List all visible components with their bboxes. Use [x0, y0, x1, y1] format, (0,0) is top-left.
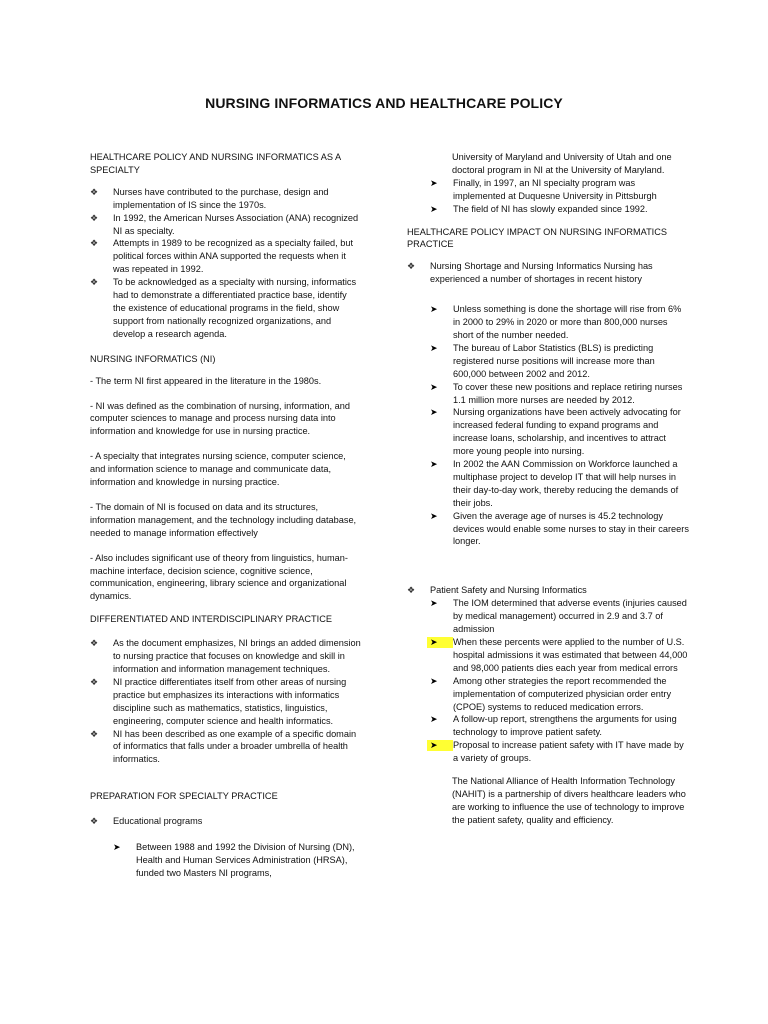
arrow-bullet-icon: ➤	[430, 459, 438, 470]
list-item	[90, 186, 362, 212]
list-item-text: Finally, in 1997, an NI specialty program was implemented at Duquesne University in Pittsburgh	[453, 177, 657, 201]
list-item-text: To be acknowledged as a specialty with nursing, informatics had to demonstrate a differentiated practice base, identify the existence of educational programs in the field, show support from nationally recognized organizations, and develop a research agenda.	[113, 277, 357, 339]
closing-paragraph: The National Alliance of Health Information Technology (NAHIT) is a partnership of divers healthcare leaders who are working to influence the use of technology to improve the patient safety, quality and efficiency.	[452, 776, 686, 825]
list-item	[90, 637, 362, 676]
list-item	[430, 381, 689, 407]
list-item-text: Unless something is done the shortage will rise from 6% in 2000 to 29% in 2020 or more than 800,000 nurses short of the number needed.	[453, 304, 682, 340]
paragraph: - NI was defined as the combination of nursing, information, and computer sciences to manage and process nursing data into information and knowledge for use in nursing practice.	[90, 400, 350, 437]
list-item-text: Nurses have contributed to the purchase, design and implementation of IS since the 1970s.	[113, 186, 329, 210]
list-item-text: NI practice differentiates itself from other areas of nursing practice but emphasizes its interactions with informatics discipline such as mathematics, statistics, linguistics, engineering, computer science and health informatics.	[113, 676, 347, 726]
arrow-bullet-icon: ➤	[430, 342, 438, 353]
list-item	[90, 815, 362, 828]
arrow-bullet-icon: ➤	[430, 510, 438, 521]
section-heading: DIFFERENTIATED AND INTERDISCIPLINARY PRACTICE	[90, 614, 332, 625]
list-item-text: NI has been described as one example of a specific domain of informatics that falls under a broader umbrella of health informatics.	[113, 728, 357, 765]
list-item	[90, 676, 362, 728]
list-item-text: The bureau of Labor Statistics (BLS) is predicting registered nurse positions will increase more than 600,000 between 2002 and 2012.	[453, 342, 655, 379]
list-item	[430, 303, 689, 342]
list-item	[430, 675, 689, 714]
list-item-text: The field of NI has slowly expanded since 1992.	[453, 203, 648, 214]
list-item-text: A follow-up report, strengthens the arguments for using technology to improve patient safety.	[453, 714, 677, 738]
left-column	[90, 151, 362, 880]
section-heading: HEALTHCARE POLICY AND NURSING INFORMATICS AS A SPECIALTY	[90, 152, 341, 175]
list-item-text: In 2002 the AAN Commission on Workforce launched a multiphase project to develop IT that will help nurses in their day-to-day work, thereby reducing the demands of their jobs.	[453, 459, 679, 508]
arrow-list	[430, 303, 689, 548]
right-column	[407, 151, 689, 827]
diamond-bullet-icon: ❖	[90, 186, 99, 197]
diamond-bullet-icon: ❖	[90, 238, 99, 249]
arrow-bullet-icon: ➤	[430, 675, 438, 686]
list-item-text: When these percents were applied to the number of U.S. hospital admissions it was estimated that between 44,000 and 98,000 patients dies each year from medical errors	[453, 637, 688, 673]
diamond-bullet-icon: ❖	[407, 585, 416, 596]
list-item	[430, 713, 689, 739]
arrow-list	[430, 177, 689, 216]
arrow-bullet-icon: ➤	[430, 598, 438, 609]
arrow-bullet-icon: ➤	[113, 842, 121, 853]
list-item-text: Between 1988 and 1992 the Division of Nursing (DN), Health and Human Services Administration (HRSA), funded two Masters NI programs,	[136, 842, 355, 878]
page-title: NURSING INFORMATICS AND HEALTHCARE POLICY	[205, 95, 563, 111]
diamond-bullet-icon: ❖	[90, 676, 99, 687]
paragraph: - The term NI first appeared in the literature in the 1980s.	[90, 375, 322, 386]
arrow-bullet-icon: ➤	[430, 407, 438, 418]
list-item	[430, 458, 689, 510]
list-item-text: To cover these new positions and replace retiring nurses 1.1 million more nurses are needed by 2012.	[453, 381, 683, 405]
list-item	[90, 276, 362, 341]
bullet-list	[90, 186, 362, 341]
diamond-bullet-icon: ❖	[90, 277, 99, 288]
list-item	[430, 342, 689, 381]
list-item	[407, 584, 689, 597]
bullet-list	[407, 584, 689, 597]
list-item-text: Attempts in 1989 to be recognized as a specialty failed, but political forces within ANA supported the requests when it was repeated in 1992.	[113, 238, 354, 275]
list-item	[430, 406, 689, 458]
list-item-text: Nursing organizations have been actively advocating for increased federal funding to expand programs and increase loans, scholarship, and incentives to attract more young people into nursing.	[453, 407, 681, 457]
paragraph: - A specialty that integrates nursing science, computer science, and information science to manage and communicate data, information and knowledge in nursing practice.	[90, 451, 346, 488]
list-item-text: Nursing Shortage and Nursing Informatics Nursing has experienced a number of shortages in recent history	[430, 261, 653, 285]
list-item	[430, 510, 689, 549]
list-item	[90, 728, 362, 767]
diamond-bullet-icon: ❖	[90, 212, 99, 223]
bullet-list	[90, 637, 362, 766]
list-item-text: As the document emphasizes, NI brings an added dimension to nursing practice that focuses on knowledge and skill in information and information management techniques.	[113, 638, 361, 674]
diamond-bullet-icon: ❖	[90, 728, 99, 739]
list-item-text: In 1992, the American Nurses Association (ANA) recognized NI as specialty.	[113, 212, 359, 236]
list-item	[430, 597, 689, 636]
arrow-bullet-icon: ➤	[430, 714, 438, 725]
list-item	[430, 177, 689, 203]
list-item-text: Proposal to increase patient safety with IT have made by a variety of groups.	[453, 740, 684, 764]
arrow-list	[430, 597, 689, 765]
list-item	[90, 212, 362, 238]
list-item	[430, 739, 689, 765]
bullet-list	[90, 815, 362, 828]
list-item	[407, 260, 689, 286]
list-item	[113, 841, 362, 880]
list-item	[430, 636, 689, 675]
list-item-text: Patient Safety and Nursing Informatics	[430, 585, 587, 596]
list-item-text: Given the average age of nurses is 45.2 technology devices would enable some nurses to stay in their careers longer.	[453, 510, 689, 547]
list-item-text: Among other strategies the report recommended the implementation of computerized physician order entry (CPOE) systems to reduced medication errors.	[453, 675, 672, 712]
list-item-text: The IOM determined that adverse events (injuries caused by medical management) occurred in 2.9 and 3.7 of admission	[453, 598, 687, 635]
arrow-bullet-icon: ➤	[430, 381, 438, 392]
diamond-bullet-icon: ❖	[90, 638, 99, 649]
arrow-bullet-icon: ➤	[430, 304, 438, 315]
diamond-bullet-icon: ❖	[407, 261, 416, 272]
continued-text: University of Maryland and University of Utah and one doctoral program in NI at the University of Maryland.	[452, 152, 672, 175]
arrow-bullet-icon: ➤	[430, 740, 438, 751]
paragraph: - The domain of NI is focused on data and its structures, information management, and the technology including database, needed to manage information effectively	[90, 501, 357, 538]
arrow-list	[113, 841, 362, 880]
arrow-bullet-icon: ➤	[430, 203, 438, 214]
arrow-bullet-icon: ➤	[430, 177, 438, 188]
list-item	[90, 237, 362, 276]
section-heading: PREPARATION FOR SPECIALTY PRACTICE	[90, 791, 278, 802]
diamond-bullet-icon: ❖	[90, 816, 99, 827]
list-item	[430, 203, 689, 216]
bullet-list	[407, 260, 689, 286]
section-heading: HEALTHCARE POLICY IMPACT ON NURSING INFORMATICS PRACTICE	[407, 226, 668, 250]
paragraph: - Also includes significant use of theory from linguistics, human-machine interface, decision science, cognitive science, communication, engineering, library science and organizational dynamics.	[90, 552, 348, 602]
section-heading: NURSING INFORMATICS (NI)	[90, 353, 216, 364]
arrow-bullet-icon: ➤	[430, 637, 438, 647]
list-item-text: Educational programs	[113, 816, 203, 827]
